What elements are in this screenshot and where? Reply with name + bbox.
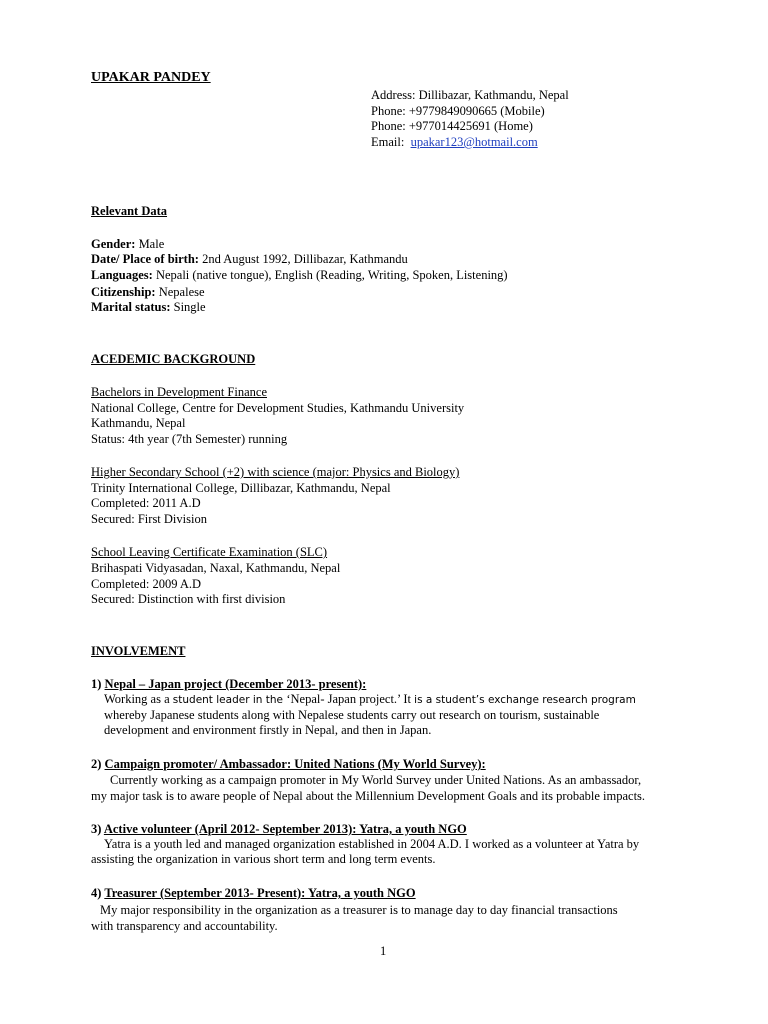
contact-address: Address: Dillibazar, Kathmandu, Nepal (371, 88, 569, 102)
involvement-1-line-3: development and environment firstly in Nepal, and then in Japan. (104, 723, 432, 737)
gender-label: Gender: (91, 237, 136, 251)
bachelors-line-2: Kathmandu, Nepal (91, 416, 186, 430)
citizenship-value: Nepalese (155, 285, 205, 299)
contact-phone-mobile: Phone: +9779849090665 (Mobile) (371, 104, 545, 118)
slc-line-2: Completed: 2009 A.D (91, 577, 202, 591)
involvement-3-line-1: Yatra is a youth led and managed organization established in 2004 A.D. I worked as a volunteer at Yatra by (104, 837, 640, 851)
resume-name: UPAKAR PANDEY (91, 70, 211, 85)
citizenship-label: Citizenship: (91, 285, 156, 299)
involvement-1-text-d: is a student’s exchange research program (414, 694, 636, 706)
gender-value: Male (135, 237, 165, 251)
page-number: 1 (380, 944, 387, 958)
involvement-2-title-row (91, 756, 486, 772)
contact-phone-home: Phone: +977014425691 (Home) (371, 119, 533, 133)
dob-row (91, 251, 408, 267)
involvement-4-title: Treasurer (September 2013- Present): Yatra, a youth NGO (104, 886, 416, 900)
dob-label: Date/ Place of birth: (91, 252, 199, 266)
contact-email-row (371, 134, 538, 150)
languages-value: Nepali (native tongue), English (Reading, Writing, Spoken, Listening) (152, 268, 508, 282)
involvement-1-title: Nepal – Japan project (December 2013- present): (104, 677, 367, 691)
involvement-3-title-row (91, 821, 467, 837)
hss-line-3: Secured: First Division (91, 512, 207, 526)
involvement-2-title: Campaign promoter/ Ambassador: United Nations (My World Survey): (104, 757, 486, 771)
involvement-3-number: 3) (91, 822, 104, 836)
involvement-3-title: Active volunteer (April 2012- September 2013): Yatra, a youth NGO (103, 822, 467, 836)
hss-line-2: Completed: 2011 A.D (91, 496, 201, 510)
involvement-1-text-a: Working as a (104, 692, 173, 706)
bachelors-line-3: Status: 4th year (7th Semester) running (91, 432, 288, 446)
involvement-4-line-2: with transparency and accountability. (91, 919, 278, 933)
languages-row (91, 267, 508, 283)
marital-label: Marital status: (91, 300, 171, 314)
involvement-2-number: 2) (91, 757, 105, 771)
involvement-4-number: 4) (91, 886, 105, 900)
email-label: Email: (371, 135, 405, 149)
dob-value: 2nd August 1992, Dillibazar, Kathmandu (198, 252, 408, 266)
gender-row (91, 236, 164, 252)
involvement-1-line-2: whereby Japanese students along with Nepalese students carry out research on tourism, sustainable (104, 708, 600, 722)
involvement-1-line-1 (104, 691, 636, 708)
involvement-1-text-b: student leader in the (172, 694, 287, 706)
languages-label: Languages: (91, 268, 153, 282)
slc-title: School Leaving Certificate Examination (SLC) (91, 545, 328, 559)
involvement-2-line-1: Currently working as a campaign promoter in My World Survey under United Nations. As an ambassador, (110, 773, 642, 787)
relevant-heading: Relevant Data (91, 204, 168, 218)
hss-line-1: Trinity International College, Dillibazar, Kathmandu, Nepal (91, 481, 391, 495)
involvement-1-title-row (91, 676, 366, 692)
involvement-4-title-row (91, 885, 416, 901)
academic-heading: ACEDEMIC BACKGROUND (91, 352, 256, 366)
involvement-heading: INVOLVEMENT (91, 644, 186, 658)
citizenship-row (91, 284, 205, 300)
involvement-4-line-1: My major responsibility in the organization as a treasurer is to manage day to day financial transactions (100, 903, 618, 917)
slc-line-3: Secured: Distinction with first division (91, 592, 286, 606)
bachelors-title: Bachelors in Development Finance (91, 385, 267, 399)
involvement-1-text-c: ‘Nepal- Japan project.’ It (286, 692, 415, 706)
involvement-1-number: 1) (91, 677, 105, 691)
marital-row (91, 299, 206, 315)
email-link[interactable]: upakar123@hotmail.com (410, 135, 538, 149)
slc-line-1: Brihaspati Vidyasadan, Naxal, Kathmandu, Nepal (91, 561, 341, 575)
hss-title: Higher Secondary School (+2) with science (major: Physics and Biology) (91, 465, 460, 479)
involvement-2-line-2: my major task is to aware people of Nepal about the Millennium Development Goals and its probable impacts. (91, 789, 646, 803)
marital-value: Single (170, 300, 206, 314)
bachelors-line-1: National College, Centre for Development Studies, Kathmandu University (91, 401, 465, 415)
involvement-3-line-2: assisting the organization in various short term and long term events. (91, 852, 436, 866)
